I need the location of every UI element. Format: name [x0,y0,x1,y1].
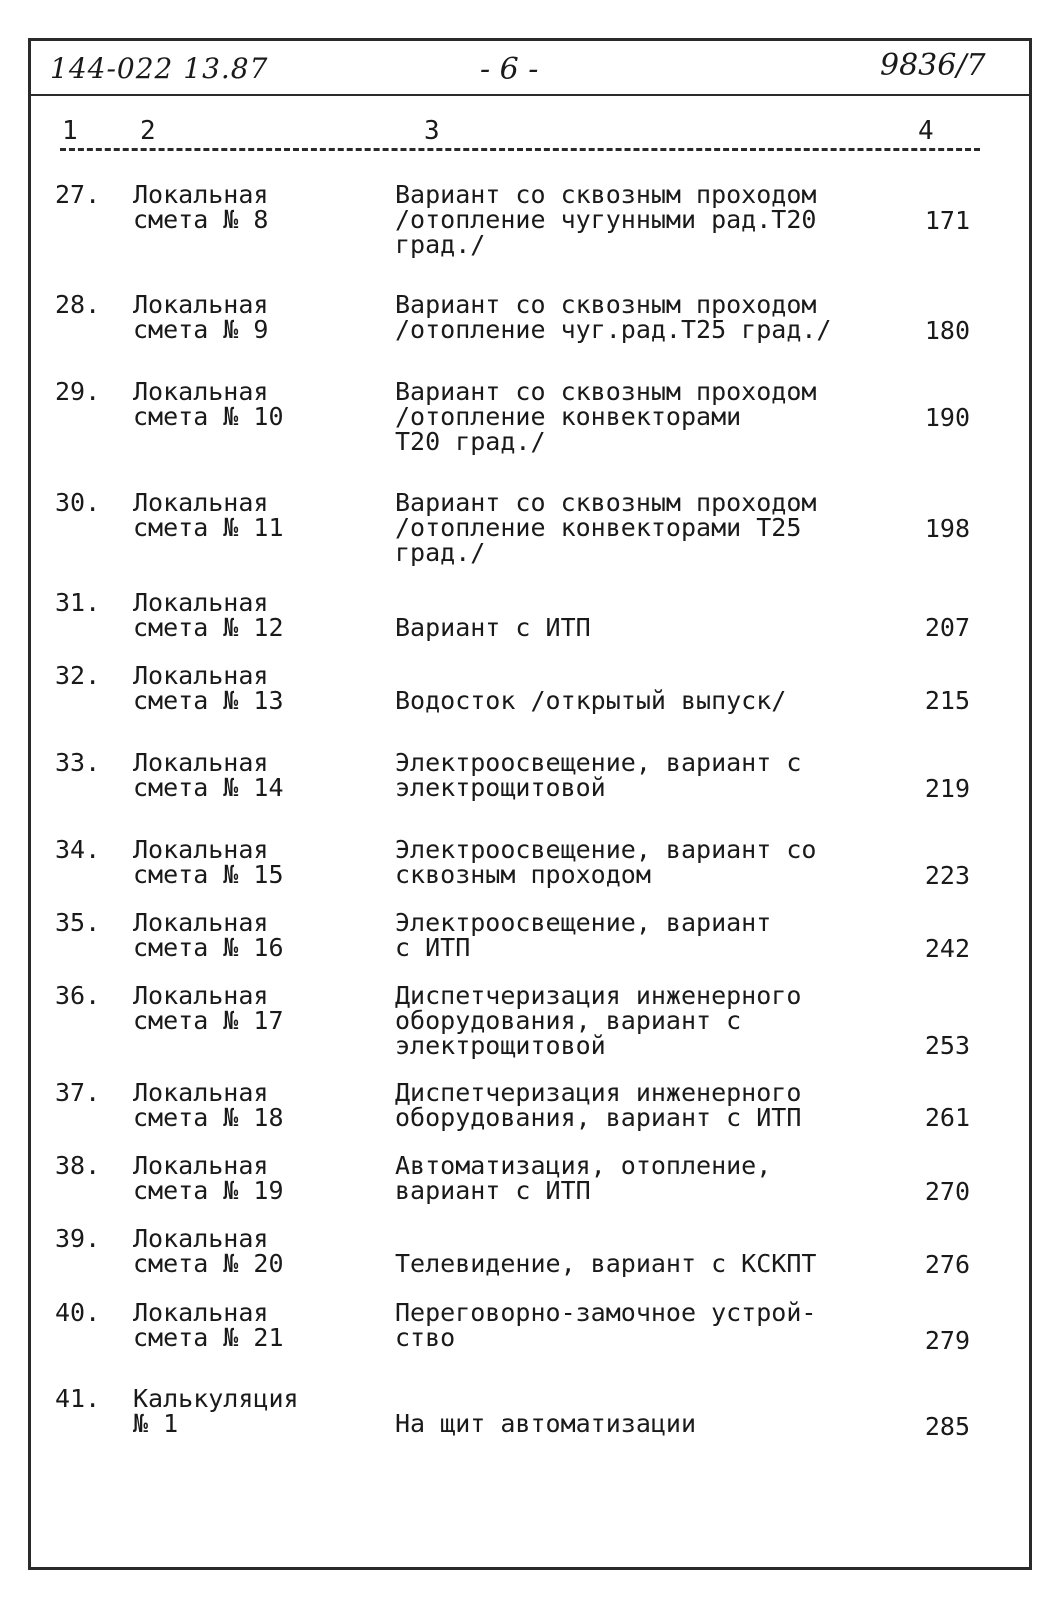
column-header-rule [60,148,980,151]
row-page: 253 [924,1031,970,1060]
row-page: 270 [924,1177,970,1206]
row-number: 35. [55,908,101,937]
row-document-type: Калькуляция № 1 [133,1384,299,1438]
row-document-type: Локальная смета № 20 [133,1224,284,1278]
row-page: 198 [924,514,970,543]
row-number: 37. [55,1078,101,1107]
row-number: 27. [55,180,101,209]
column-header-2: 2 [140,116,156,146]
row-description: Вариант со сквозным проходом /отопление конвекторами Т20 град./ [395,377,817,456]
row-number: 31. [55,588,101,617]
row-page: 261 [924,1103,970,1132]
row-page: 215 [924,686,970,715]
row-page: 276 [924,1250,970,1279]
row-description: Вариант со сквозным проходом /отопление чуг.рад.Т25 град./ [395,290,832,344]
row-number: 39. [55,1224,101,1253]
row-number: 32. [55,661,101,690]
row-number: 33. [55,748,101,777]
row-description: Вариант со сквозным проходом /отопление чугунными рад.Т20 град./ [395,180,817,259]
row-document-type: Локальная смета № 21 [133,1298,284,1352]
row-page: 207 [924,613,970,642]
row-page: 190 [924,403,970,432]
archive-number: 9836/7 [880,48,986,83]
row-page: 242 [924,934,970,963]
row-page: 279 [924,1326,970,1355]
row-number: 30. [55,488,101,517]
row-page: 285 [924,1412,970,1441]
row-description: Вариант с ИТП [395,613,591,642]
row-description: Телевидение, вариант с КСКПТ [395,1249,817,1278]
row-page: 171 [924,206,970,235]
row-description: Электроосвещение, вариант с ИТП [395,908,772,962]
row-description: Водосток /открытый выпуск/ [395,686,787,715]
row-document-type: Локальная смета № 10 [133,377,284,431]
row-description: Автоматизация, отопление, вариант с ИТП [395,1151,772,1205]
page-number: - 6 - [480,52,539,87]
row-description: Диспетчеризация инженерного оборудования, вариант с ИТП [395,1078,802,1132]
row-document-type: Локальная смета № 18 [133,1078,284,1132]
row-page: 223 [924,861,970,890]
row-number: 41. [55,1384,101,1413]
row-description: На щит автоматизации [395,1409,697,1438]
row-number: 38. [55,1151,101,1180]
row-number: 36. [55,981,101,1010]
row-number: 29. [55,377,101,406]
header-divider [28,94,1032,96]
row-document-type: Локальная смета № 11 [133,488,284,542]
doc-code: 144-022 13.87 [50,52,269,85]
row-document-type: Локальная смета № 17 [133,981,284,1035]
row-document-type: Локальная смета № 9 [133,290,269,344]
row-number: 34. [55,835,101,864]
row-document-type: Локальная смета № 8 [133,180,269,234]
column-header-3: 3 [424,116,440,146]
row-description: Переговорно-замочное устрой- ство [395,1298,817,1352]
row-page: 180 [924,316,970,345]
column-header-1: 1 [62,116,78,146]
row-description: Электроосвещение, вариант с электрощитовой [395,748,802,802]
row-document-type: Локальная смета № 12 [133,588,284,642]
row-number: 40. [55,1298,101,1327]
row-document-type: Локальная смета № 19 [133,1151,284,1205]
row-description: Диспетчеризация инженерного оборудования, вариант с электрощитовой [395,981,802,1060]
row-page: 219 [924,774,970,803]
column-header-4: 4 [918,116,934,146]
row-document-type: Локальная смета № 16 [133,908,284,962]
row-document-type: Локальная смета № 14 [133,748,284,802]
row-document-type: Локальная смета № 13 [133,661,284,715]
row-description: Электроосвещение, вариант со сквозным проходом [395,835,817,889]
row-number: 28. [55,290,101,319]
row-document-type: Локальная смета № 15 [133,835,284,889]
row-description: Вариант со сквозным проходом /отопление конвекторами Т25 град./ [395,488,817,567]
